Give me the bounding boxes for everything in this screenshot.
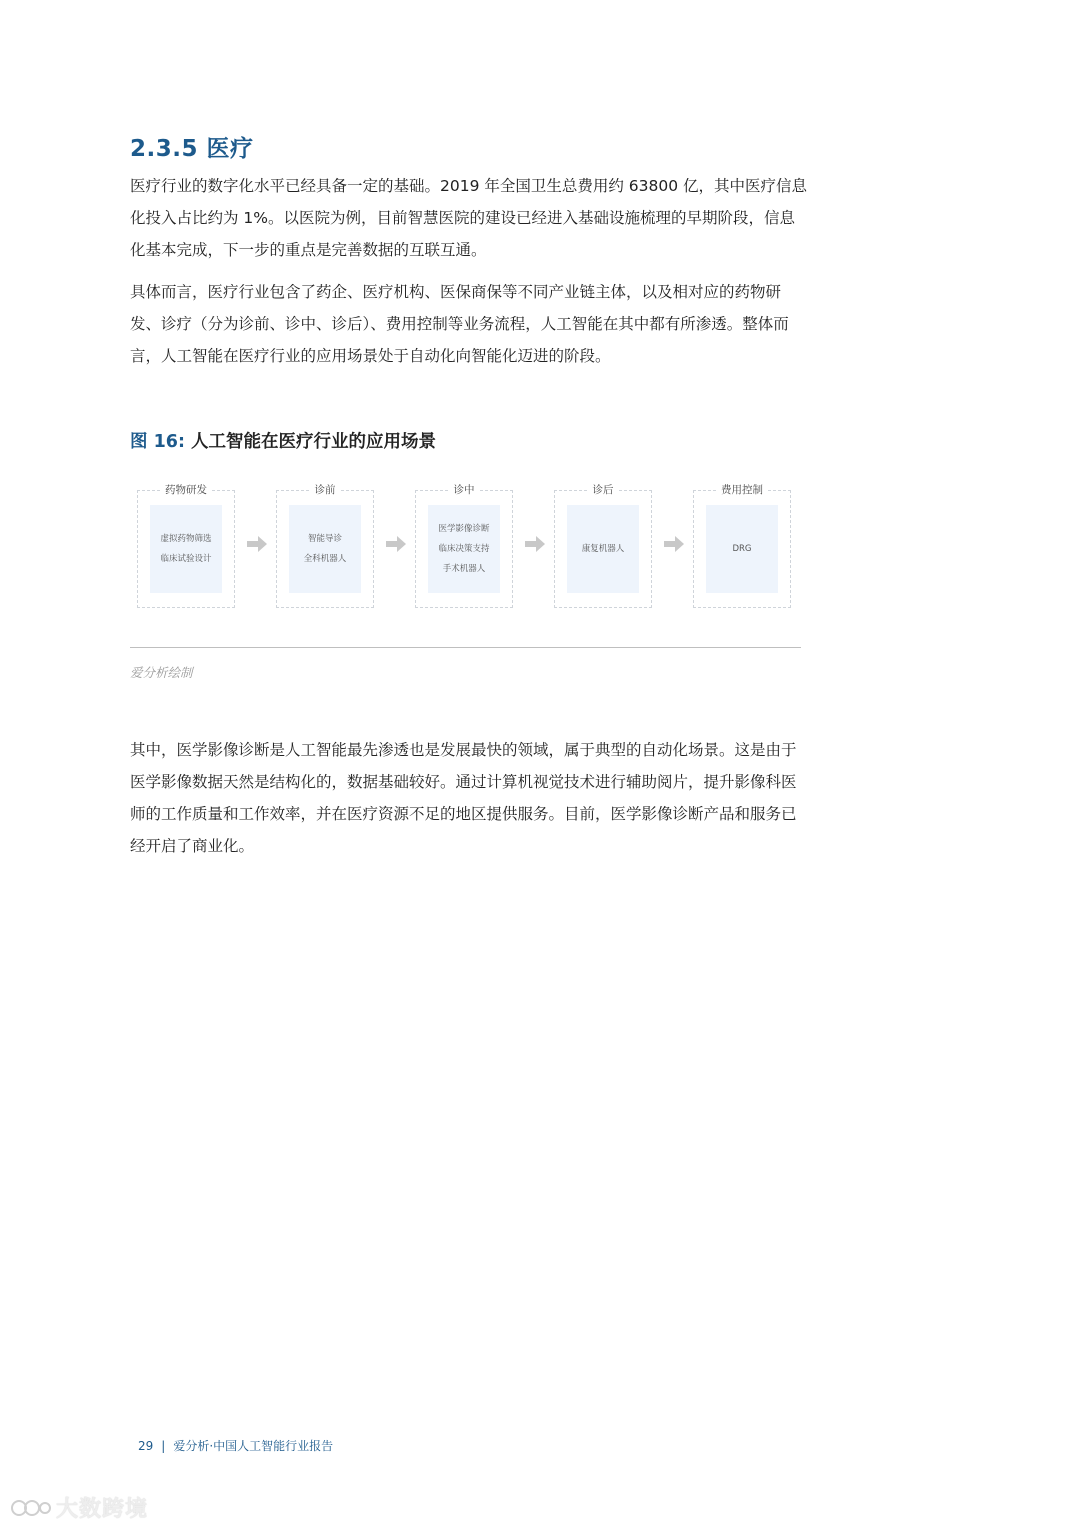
stage-title: 药物研发 — [160, 484, 212, 496]
stage-item: 手术机器人 — [442, 564, 486, 574]
section-title: 2.3.5 医疗 — [130, 136, 254, 162]
page-number: 29 — [138, 1439, 154, 1453]
stage-item: DRG — [732, 544, 752, 554]
paragraph-imaging: 其中，医学影像诊断是人工智能最先渗透也是发展最快的领域，属于典型的自动化场景。这是由于医学影像数据天然是结构化的，数据基础较好。通过计算机视觉技术进行辅助阅片，提升影像科医师的工作质量和工作效率，并在医疗资源不足的地区提供服务。目前，医学影像诊断产品和服务已经开启了商业化。 — [130, 741, 797, 855]
stage-item: 虚拟药物筛选 — [160, 534, 212, 544]
stage-post-diagnosis — [554, 484, 652, 608]
arrow-right-icon — [247, 536, 267, 552]
stage-box — [150, 505, 222, 593]
watermark-logo-icon — [10, 1496, 52, 1520]
arrow-right-icon — [664, 536, 684, 552]
stage-item: 临床决策支持 — [438, 544, 490, 554]
figure-source: 爱分析绘制 — [130, 665, 193, 680]
figure-number: 图 16: — [130, 432, 185, 452]
stage-item: 全科机器人 — [303, 554, 347, 564]
stage-pre-diagnosis — [276, 484, 374, 608]
watermark-text: 大数跨境 — [56, 1497, 149, 1522]
watermark — [10, 1492, 148, 1523]
stage-title: 诊前 — [310, 484, 341, 496]
stage-box — [289, 505, 361, 593]
footer-separator: | — [161, 1439, 166, 1453]
stage-drug-research — [137, 484, 235, 608]
paragraph-details: 具体而言，医疗行业包含了药企、医疗机构、医保商保等不同产业链主体，以及相对应的药物研发、诊疗（分为诊前、诊中、诊后）、费用控制等业务流程，人工智能在其中都有所渗透。整体而言，人工智能在医疗行业的应用场景处于自动化向智能化迈进的阶段。 — [130, 283, 789, 365]
stage-title: 诊中 — [449, 484, 480, 496]
stage-in-diagnosis — [415, 484, 513, 608]
paragraph-intro: 医疗行业的数字化水平已经具备一定的基础。2019 年全国卫生总费用约 63800 亿，其中医疗信息化投入占比约为 1%。以医院为例，目前智慧医院的建设已经进入基础设施梳理的早期阶段，信息化基本完成，下一步的重点是完善数据的互联互通。 — [130, 177, 808, 259]
figure-caption: 人工智能在医疗行业的应用场景 — [190, 432, 436, 452]
stage-title: 诊后 — [588, 484, 619, 496]
stage-box — [706, 505, 778, 593]
arrow-right-icon — [525, 536, 545, 552]
page-footer — [138, 1437, 333, 1454]
stage-title: 费用控制 — [716, 484, 768, 496]
stage-box — [567, 505, 639, 593]
stage-item: 医学影像诊断 — [438, 524, 490, 534]
figure-title — [130, 428, 436, 453]
arrow-right-icon — [386, 536, 406, 552]
figure-divider — [130, 647, 801, 648]
stage-item: 康复机器人 — [581, 544, 625, 554]
stage-item: 临床试验设计 — [160, 554, 212, 564]
flow-diagram — [137, 484, 797, 610]
stage-box — [428, 505, 500, 593]
stage-cost-control — [693, 484, 791, 608]
footer-report-title: 爱分析·中国人工智能行业报告 — [173, 1439, 334, 1453]
stage-item: 智能导诊 — [307, 534, 342, 544]
